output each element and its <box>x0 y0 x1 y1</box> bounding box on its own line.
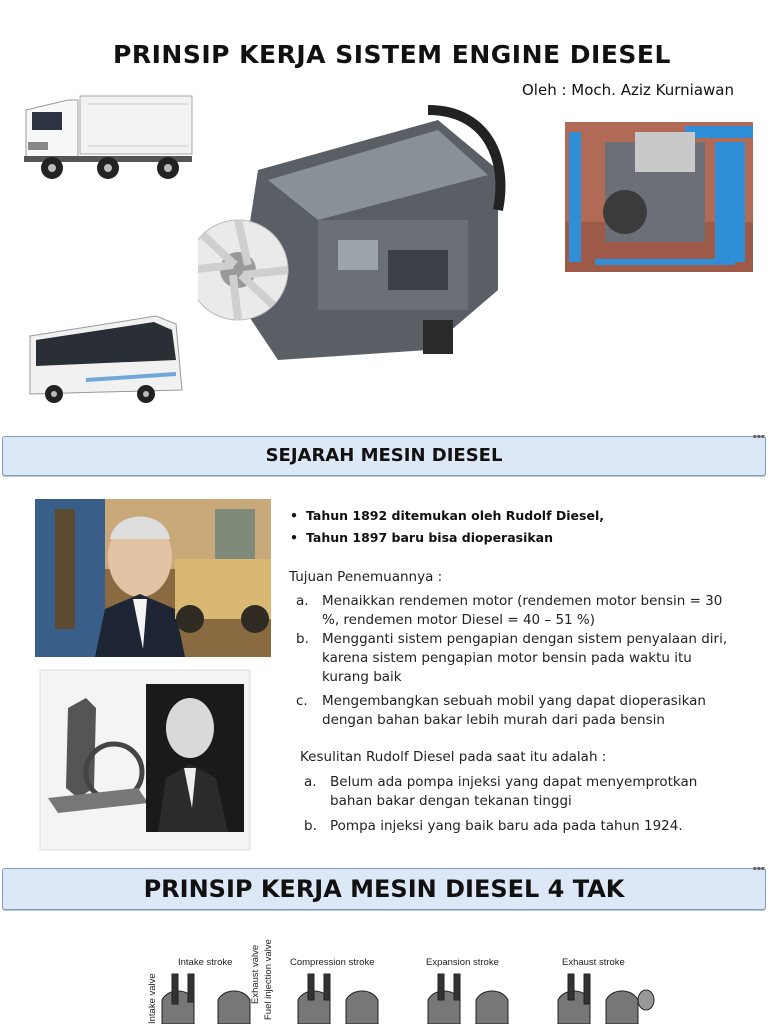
dump-truck-image <box>18 86 196 188</box>
purpose-text: Menaikkan rendemen motor (rendemen motor bensin = 30 %, rendemen motor Diesel = 40 – 51 %) <box>322 593 723 628</box>
stroke-label-compression: Compression stroke <box>290 957 375 968</box>
cylinder-expansion <box>428 974 508 1024</box>
page-title: PRINSIP KERJA SISTEM ENGINE DIESEL <box>113 40 671 69</box>
four-stroke-diagram <box>158 970 658 1024</box>
difficulty-item <box>304 773 724 811</box>
purpose-item <box>296 630 736 687</box>
stroke-label-exhaust: Exhaust stroke <box>562 957 625 968</box>
purpose-item <box>296 692 736 730</box>
difficulty-text: Belum ada pompa injeksi yang dapat menyemprotkan bahan bakar dengan tekanan tinggi <box>330 774 698 809</box>
cylinder-exhaust <box>558 974 654 1024</box>
list-marker: c. <box>296 693 308 709</box>
purpose-list <box>296 592 736 730</box>
cylinder-intake <box>162 974 250 1024</box>
valve-label-intake: Intake valve <box>147 973 158 1024</box>
history-bullet: • Tahun 1897 baru bisa dioperasikan <box>290 527 604 549</box>
list-marker: a. <box>304 774 317 790</box>
banner-marker: ▪▪▪ <box>752 433 765 440</box>
list-marker: b. <box>304 818 317 834</box>
stroke-label-intake: Intake stroke <box>178 957 233 968</box>
history-bullet-list <box>290 505 604 549</box>
section-banner-history <box>2 433 766 476</box>
engine-trainer-image <box>565 122 753 272</box>
valve-label-fuel-injection: Fuel injection valve <box>263 939 274 1020</box>
history-bullet: • Tahun 1892 ditemukan oleh Rudolf Diesel, <box>290 505 604 527</box>
purpose-text: Mengganti sistem pengapian dengan sistem penyalaan diri, karena sistem pengapian motor bensin pada waktu itu kurang baik <box>322 631 728 685</box>
purpose-heading: Tujuan Penemuannya : <box>289 569 443 585</box>
list-marker: a. <box>296 593 309 609</box>
difficulty-list <box>304 773 724 836</box>
section-banner-principle <box>2 865 766 910</box>
purpose-text: Mengembangkan sebuah mobil yang dapat dioperasikan dengan bahan bakar lebih murah dari pada bensin <box>322 693 706 728</box>
cylinder-compression <box>298 974 378 1024</box>
banner-marker: ▪▪▪ <box>752 865 765 872</box>
section-heading: SEJARAH MESIN DIESEL <box>265 445 503 466</box>
author-line: Oleh : Moch. Aziz Kurniawan <box>522 81 734 99</box>
difficulty-heading: Kesulitan Rudolf Diesel pada saat itu adalah : <box>300 749 607 765</box>
valve-label-exhaust: Exhaust valve <box>250 944 261 1004</box>
list-marker: b. <box>296 631 309 647</box>
rudolf-diesel-color-photo <box>35 499 271 657</box>
difficulty-item <box>304 817 724 836</box>
diesel-prototype-bw-photo <box>38 668 252 852</box>
section-heading: PRINSIP KERJA MESIN DIESEL 4 TAK <box>143 875 625 903</box>
difficulty-text: Pompa injeksi yang baik baru ada pada tahun 1924. <box>330 818 683 834</box>
bus-image <box>26 310 192 410</box>
stroke-label-expansion: Expansion stroke <box>426 957 499 968</box>
purpose-item <box>296 592 736 630</box>
diesel-engine-image <box>198 100 516 372</box>
